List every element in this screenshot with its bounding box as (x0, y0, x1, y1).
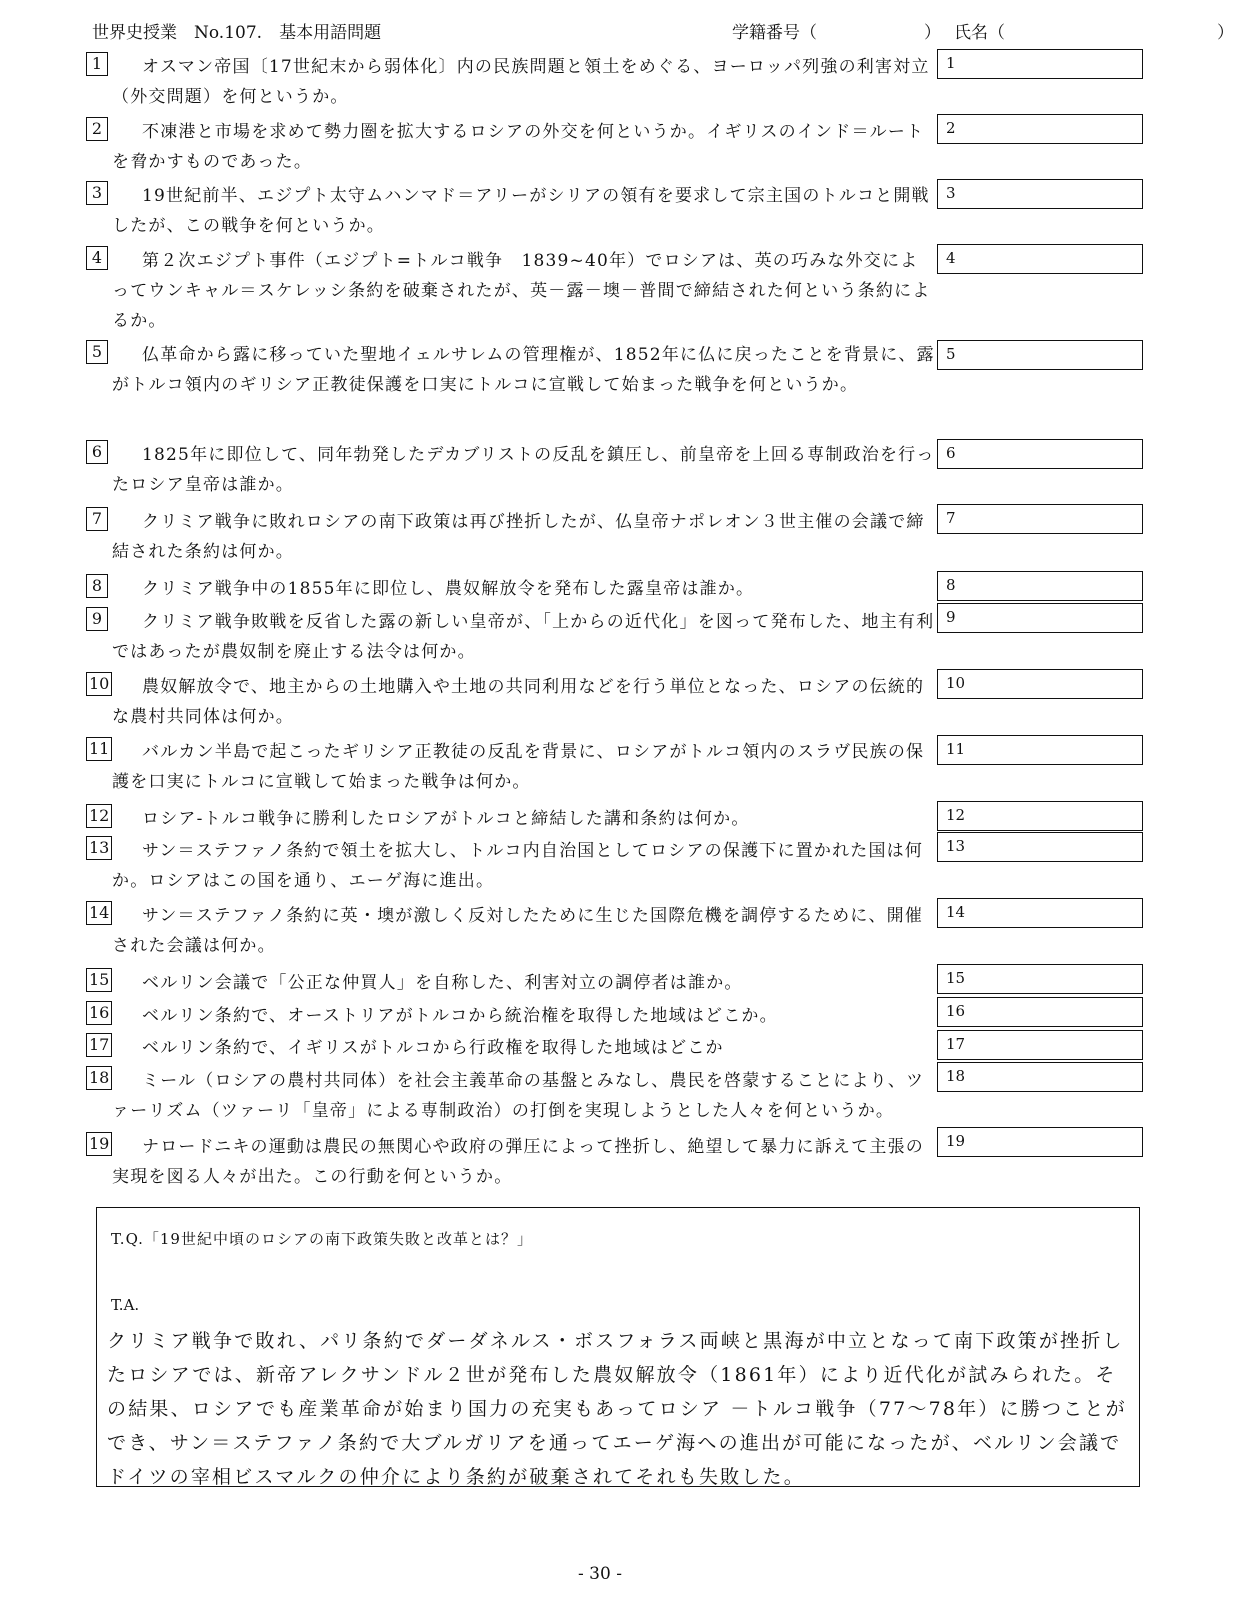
tq-question: T.Q.「19世紀中頃のロシアの南下政策失敗と改革とは？」 (111, 1230, 533, 1248)
question-10 (86, 672, 936, 732)
question-text: ナロードニキの運動は農民の無関心や政府の弾圧によって挫折し、絶望して暴力に訴えて主張の実現を図る人々が出た。この行動を何というか。 (112, 1137, 924, 1187)
question-text: 不凍港と市場を求めて勢力圏を拡大するロシアの外交を何というか。イギリスのインド＝ルートを脅かすものであった。 (112, 122, 925, 172)
answer-box-12[interactable] (937, 801, 1143, 831)
question-text: 仏革命から露に移っていた聖地イェルサレムの管理権が、1852年に仏に戻ったことを背景に、露がトルコ領内のギリシア正教徒保護を口実にトルコに宣戦して始まった戦争を何というか。 (112, 345, 935, 395)
answer-box-label: 10 (946, 674, 966, 692)
question-number: 10 (86, 672, 112, 696)
answer-box-9[interactable] (937, 603, 1143, 633)
question-text: オスマン帝国〔17世紀末から弱体化〕内の民族問題と領土をめぐる、ヨーロッパ列強の利害対立（外交問題）を何というか。 (112, 57, 930, 107)
question-text: 農奴解放令で、地主からの土地購入や土地の共同利用などを行う単位となった、ロシアの伝統的な農村共同体は何か。 (112, 677, 925, 727)
answer-box-label: 5 (946, 345, 956, 363)
question-number: 9 (86, 607, 108, 631)
question-2 (86, 117, 936, 177)
question-number: 5 (86, 340, 108, 364)
question-14 (86, 901, 936, 961)
question-12 (86, 804, 936, 834)
question-text: ベルリン条約で、イギリスがトルコから行政権を取得した地域はどこか (142, 1038, 724, 1058)
question-text: 第２次エジプト事件（エジプト=トルコ戦争 1839~40年）でロシアは、英の巧みな外交によってウンキャル＝スケレッシ条約を破棄されたが、英－露－墺－普間で締結された何という条約によるか。 (112, 251, 931, 331)
question-text: サン＝ステファノ条約に英・墺が激しく反対したために生じた国際危機を調停するために、開催された会議は何か。 (112, 906, 924, 956)
question-number: 7 (86, 507, 108, 531)
question-text: クリミア戦争中の1855年に即位し、農奴解放令を発布した露皇帝は誰か。 (142, 579, 755, 599)
question-number: 17 (86, 1033, 112, 1057)
question-number: 1 (86, 52, 108, 76)
name-close: ） (1217, 23, 1234, 43)
student-id-label: 学籍番号（ (732, 23, 817, 43)
question-4 (86, 246, 936, 336)
name-label: 氏名（ (954, 23, 1005, 43)
answer-box-label: 17 (946, 1035, 966, 1053)
answer-box-label: 6 (946, 444, 956, 462)
answer-box-13[interactable] (937, 832, 1143, 862)
question-15 (86, 968, 936, 998)
answer-box-label: 3 (946, 184, 956, 202)
question-number: 18 (86, 1066, 112, 1090)
answer-box-label: 16 (946, 1002, 966, 1020)
question-number: 16 (86, 1001, 112, 1025)
answer-box-label: 12 (946, 806, 966, 824)
question-text: クリミア戦争敗戦を反省した露の新しい皇帝が、「上からの近代化」を図って発布した、地主有利ではあったが農奴制を廃止する法令は何か。 (112, 612, 935, 662)
question-text: ベルリン条約で、オーストリアがトルコから統治権を取得した地域はどこか。 (142, 1006, 778, 1026)
answer-box-label: 15 (946, 969, 966, 987)
answer-box-16[interactable] (937, 997, 1143, 1027)
answer-box-17[interactable] (937, 1030, 1143, 1060)
ta-answer: クリミア戦争で敗れ、パリ条約でダーダネルス・ボスフォラス両峡と黒海が中立となって南下政策が挫折したロシアでは、新帝アレクサンドル２世が発布した農奴解放令（1861年）により近代化が試みられた。その結果、ロシアでも産業革命が始まり国力の充実もあってロシア －トルコ戦争（77～78年）に勝つことができ、サン＝ステファノ条約で大ブルガリアを通ってエーゲ海への進出が可能になったが、ベルリン会議でドイツの宰相ビスマルクの仲介により条約が破棄されてそれも失敗した。 (107, 1330, 1127, 1488)
answer-box-label: 11 (946, 740, 966, 758)
question-6 (86, 440, 936, 500)
question-number: 12 (86, 804, 112, 828)
question-5 (86, 340, 936, 430)
question-19 (86, 1132, 936, 1192)
answer-box-4[interactable] (937, 244, 1143, 274)
question-text: ベルリン会議で「公正な仲買人」を自称した、利害対立の調停者は誰か。 (142, 973, 743, 993)
question-1 (86, 52, 936, 112)
answer-box-3[interactable] (937, 179, 1143, 209)
answer-box-label: 1 (946, 54, 956, 72)
answer-box-14[interactable] (937, 898, 1143, 928)
question-11 (86, 737, 936, 797)
question-number: 8 (86, 574, 108, 598)
question-number: 3 (86, 181, 108, 205)
student-id-close: ） (924, 23, 941, 43)
answer-box-5[interactable] (937, 340, 1143, 370)
answer-box-label: 18 (946, 1067, 966, 1085)
question-number: 19 (86, 1132, 112, 1156)
question-3 (86, 181, 936, 241)
question-7 (86, 507, 936, 567)
question-number: 13 (86, 836, 112, 860)
answer-box-label: 19 (946, 1132, 966, 1150)
answer-box-label: 7 (946, 509, 956, 527)
answer-box-1[interactable] (937, 49, 1143, 79)
answer-box-label: 14 (946, 903, 966, 921)
answer-box-label: 9 (946, 608, 956, 626)
question-text: サン＝ステファノ条約で領土を拡大し、トルコ内自治国としてロシアの保護下に置かれた国は何か。ロシアはこの国を通り、エーゲ海に進出。 (112, 841, 924, 891)
question-text: 19世紀前半、エジプト太守ムハンマド＝アリーがシリアの領有を要求して宗主国のトルコと開戦したが、この戦争を何というか。 (112, 186, 930, 236)
question-number: 6 (86, 440, 108, 464)
question-number: 15 (86, 968, 112, 992)
question-8 (86, 574, 936, 604)
question-18 (86, 1066, 936, 1126)
answer-box-15[interactable] (937, 964, 1143, 994)
answer-box-19[interactable] (937, 1127, 1143, 1157)
question-text: 1825年に即位して、同年勃発したデカブリストの反乱を鎮圧し、前皇帝を上回る専制政治を行ったロシア皇帝は誰か。 (112, 445, 935, 495)
question-text: ロシア-トルコ戦争に勝利したロシアがトルコと締結した講和条約は何か。 (142, 809, 750, 829)
answer-box-8[interactable] (937, 571, 1143, 601)
answer-box-label: 4 (946, 249, 956, 267)
ta-label: T.A. (111, 1296, 140, 1314)
answer-box-label: 2 (946, 119, 956, 137)
answer-box-2[interactable] (937, 114, 1143, 144)
question-13 (86, 836, 936, 896)
question-text: ミール（ロシアの農村共同体）を社会主義革命の基盤とみなし、農民を啓蒙することにより、ツァーリズム（ツァーリ「皇帝」による専制政治）の打倒を実現しようとした人々を何というか。 (112, 1071, 925, 1121)
question-16 (86, 1001, 936, 1031)
answer-box-10[interactable] (937, 669, 1143, 699)
question-9 (86, 607, 936, 667)
tq-box (96, 1207, 1140, 1487)
answer-box-label: 13 (946, 837, 966, 855)
question-number: 4 (86, 246, 108, 270)
answer-box-18[interactable] (937, 1062, 1143, 1092)
answer-box-6[interactable] (937, 439, 1143, 469)
answer-box-11[interactable] (937, 735, 1143, 765)
answer-box-label: 8 (946, 576, 956, 594)
question-text: バルカン半島で起こったギリシア正教徒の反乱を背景に、ロシアがトルコ領内のスラヴ民族の保護を口実にトルコに宣戦して始まった戦争は何か。 (112, 742, 925, 792)
question-number: 14 (86, 901, 112, 925)
worksheet-header (92, 18, 1234, 48)
question-number: 11 (86, 737, 112, 761)
page-number: - 30 - (578, 1564, 622, 1584)
question-number: 2 (86, 117, 108, 141)
answer-box-7[interactable] (937, 504, 1143, 534)
question-text: クリミア戦争に敗れロシアの南下政策は再び挫折したが、仏皇帝ナポレオン３世主催の会議で締結された条約は何か。 (112, 512, 925, 562)
question-17 (86, 1033, 936, 1063)
worksheet-title: 世界史授業 No.107. 基本用語問題 (92, 23, 382, 43)
